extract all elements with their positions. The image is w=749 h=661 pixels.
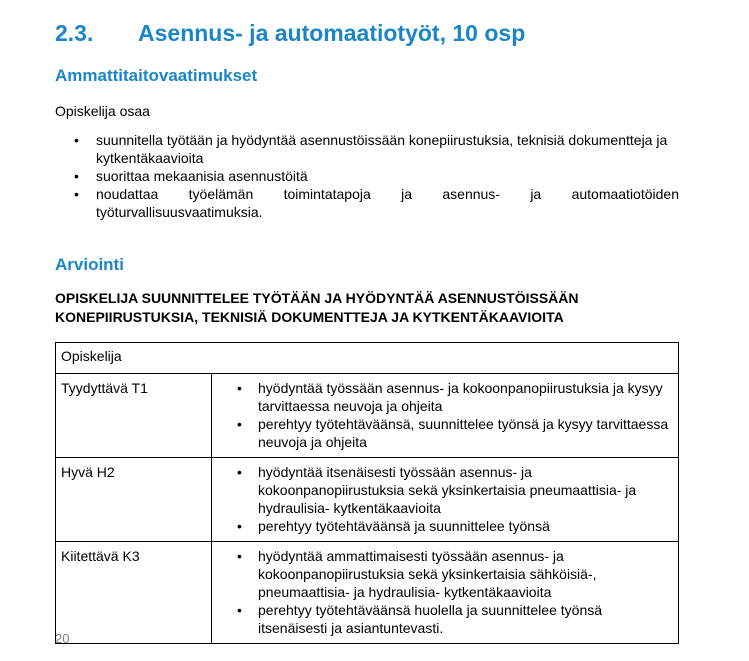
assessment-heading: Arviointi <box>55 255 124 274</box>
level-label: Tyydyttävä T1 <box>56 374 212 458</box>
level-label: Kiitettävä K3 <box>56 542 212 644</box>
criteria-item: • perehtyy työtehtäväänsä huolella ja suunnittelee työnsä itsenäisesti ja asiantuntevasti. <box>220 601 670 637</box>
criteria-item: • hyödyntää ammattimaisesti työssään asennus- ja kokoonpanopiirustuksia sekä yksinkertaisia sähköisiä-, pneumaattisia- ja hydraulisia- kytkentäkaavioita <box>220 547 670 601</box>
criteria-item: • perehtyy työtehtäväänsä ja suunnittelee työnsä <box>220 517 670 535</box>
criteria-item: • hyödyntää työssään asennus- ja kokoonpanopiirustuksia ja kysyy tarvittaessa neuvoja ja ohjeita <box>220 379 670 415</box>
page-number: 20 <box>55 631 70 646</box>
requirement-item-continuation: työturvallisuusvaatimuksia. <box>96 204 263 220</box>
level-criteria <box>212 458 679 542</box>
table-row <box>56 374 679 458</box>
requirements-heading: Ammattitaitovaatimukset <box>55 66 258 85</box>
criterion-title: OPISKELIJA SUUNNITTELEE TYÖTÄÄN JA HYÖDYNTÄÄ ASENNUSTÖISSÄÄN KONEPIIRUSTUKSIA, TEKNISIÄ DOKUMENTTEJA JA KYTKENTÄKAAVIOITA <box>55 290 579 325</box>
requirement-item: • suunnitella työtään ja hyödyntää asennustöissään konepiirustuksia, teknisiä dokumentteja ja kytkentäkaavioita <box>55 131 679 167</box>
table-row <box>56 542 679 644</box>
requirements-list <box>55 131 679 221</box>
section-number: 2.3. <box>55 20 94 46</box>
section-name: Asennus- ja automaatiotyöt, 10 osp <box>138 20 526 46</box>
table-header-row <box>56 343 679 374</box>
requirement-item: • suorittaa mekaanisia asennustöitä <box>55 167 679 185</box>
criteria-item: • perehtyy työtehtäväänsä, suunnittelee työnsä ja kysyy tarvittaessa neuvoja ja ohjeita <box>220 415 670 451</box>
level-criteria <box>212 542 679 644</box>
level-criteria <box>212 374 679 458</box>
section-title <box>55 20 525 47</box>
level-label: Hyvä H2 <box>56 458 212 542</box>
table-header-cell: Opiskelija <box>56 343 679 374</box>
assessment-table <box>55 342 679 644</box>
criteria-item: • hyödyntää itsenäisesti työssään asennus- ja kokoonpanopiirustuksia sekä yksinkertaisia pneumaattisia- ja hydraulisia- kytkentäkaavioita <box>220 463 670 517</box>
table-row <box>56 458 679 542</box>
requirement-item: • noudattaa työelämän toimintatapoja ja asennus- ja automaatiotöiden <box>55 185 679 203</box>
requirements-intro: Opiskelija osaa <box>55 103 150 119</box>
